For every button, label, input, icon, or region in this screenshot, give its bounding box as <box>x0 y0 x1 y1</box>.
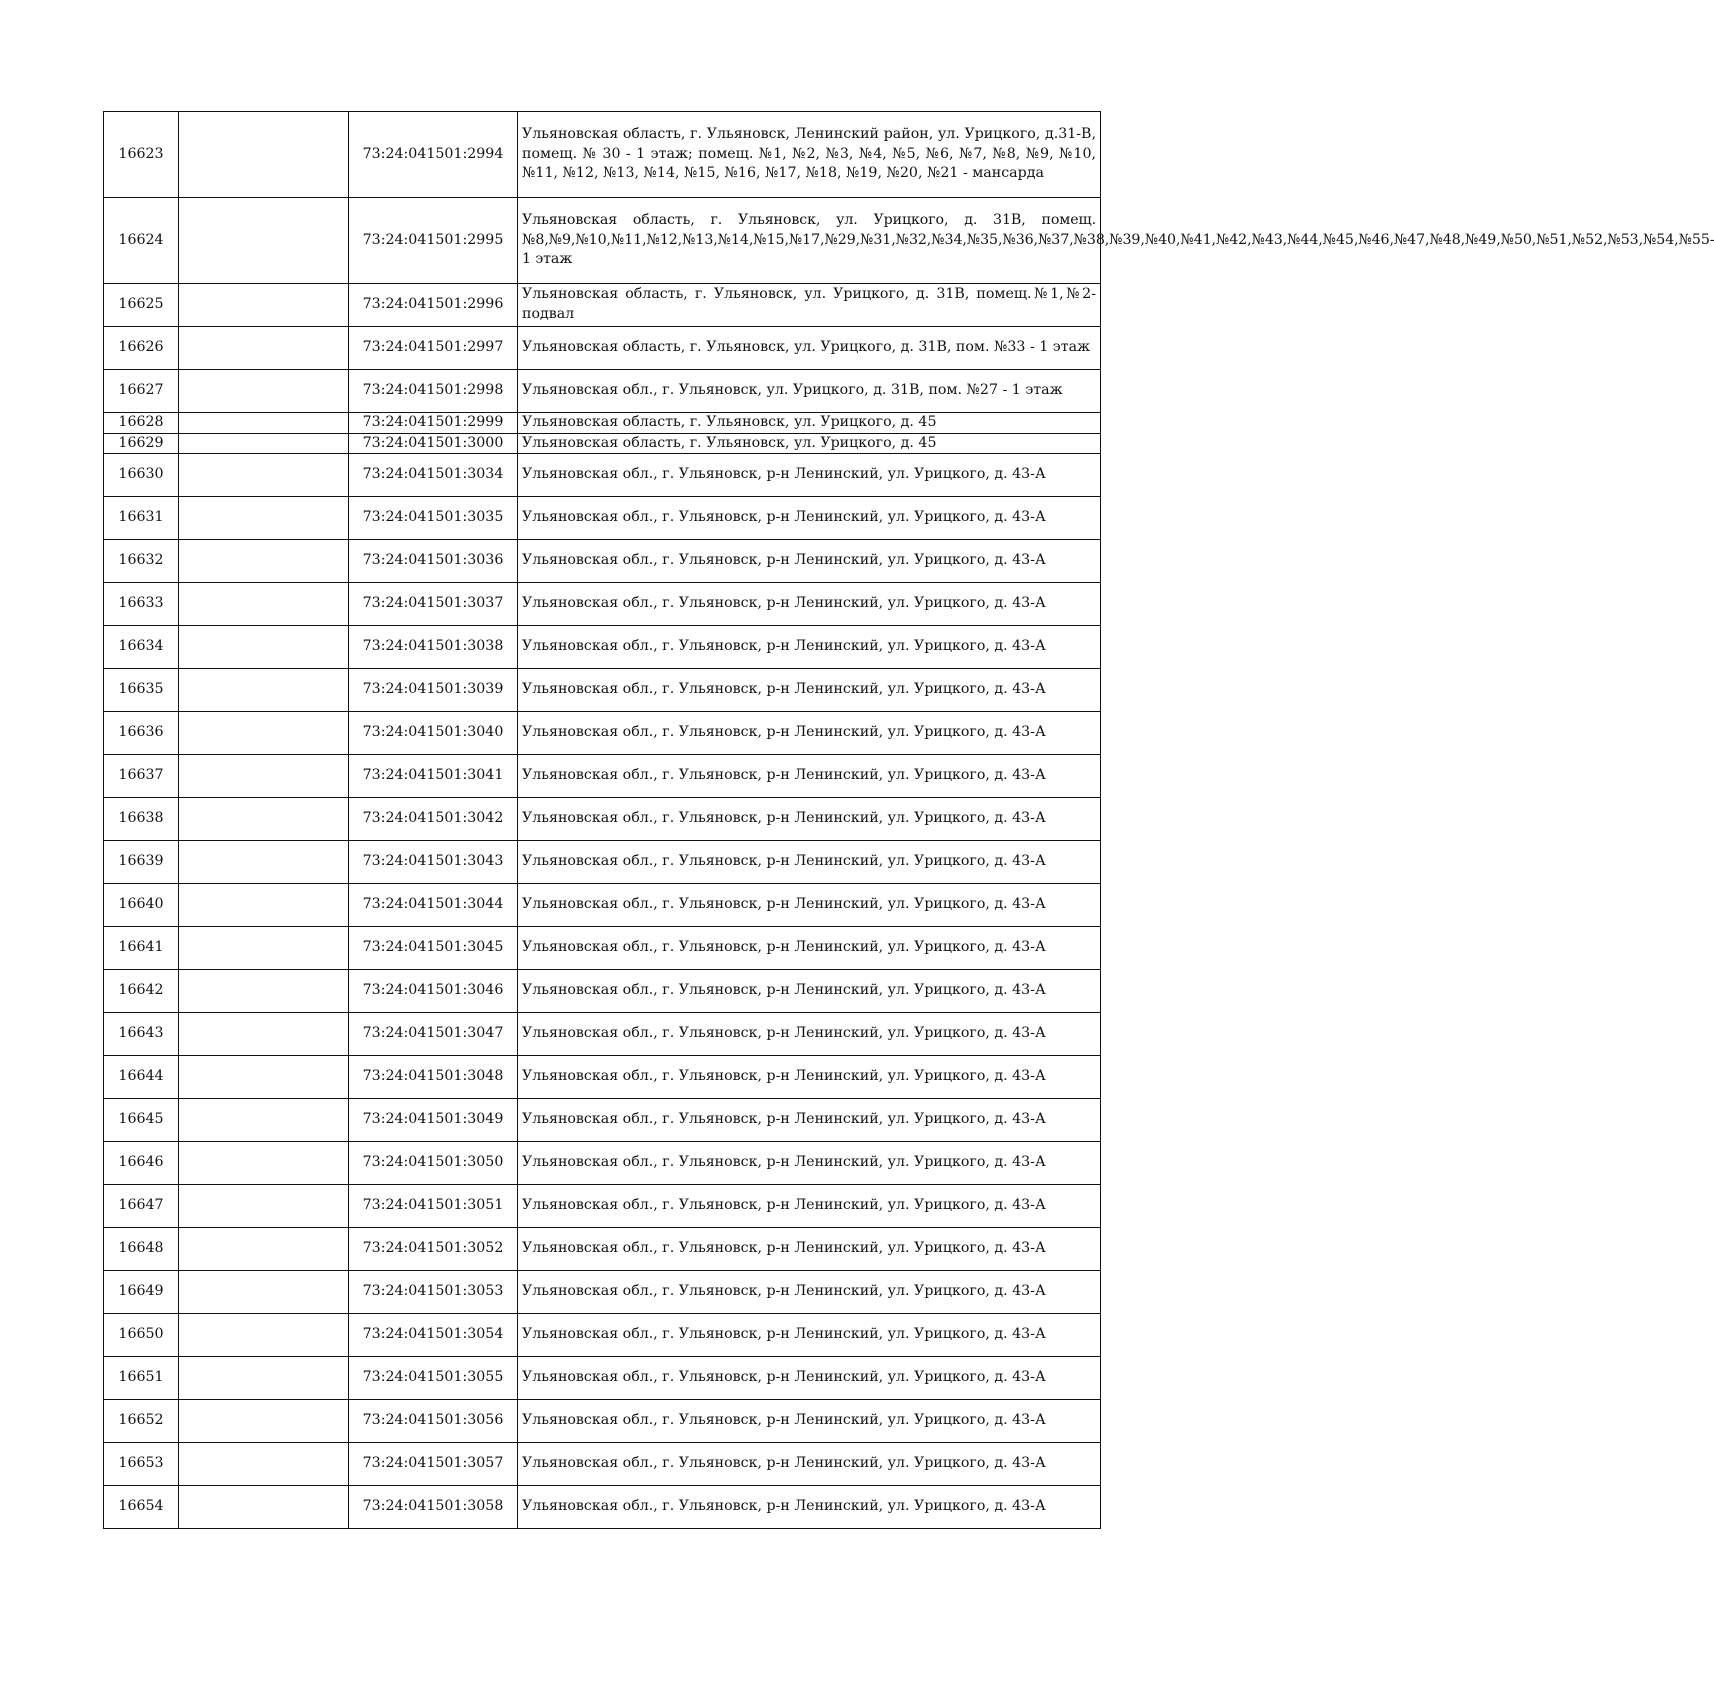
row-number: 16652 <box>104 1400 179 1443</box>
owner-cell <box>179 112 349 198</box>
cadastral-number: 73:24:041501:3039 <box>349 669 518 712</box>
table-row <box>104 198 1101 284</box>
table-row <box>104 884 1101 927</box>
owner-cell <box>179 1443 349 1486</box>
row-number: 16649 <box>104 1271 179 1314</box>
address-cell: Ульяновская обл., г. Ульяновск, р-н Ленинский, ул. Урицкого, д. 43-А <box>518 1013 1101 1056</box>
row-number: 16644 <box>104 1056 179 1099</box>
owner-cell <box>179 327 349 370</box>
cadastral-number: 73:24:041501:3043 <box>349 841 518 884</box>
row-number: 16626 <box>104 327 179 370</box>
cadastral-number: 73:24:041501:3056 <box>349 1400 518 1443</box>
address-cell: Ульяновская обл., г. Ульяновск, р-н Ленинский, ул. Урицкого, д. 43-А <box>518 1443 1101 1486</box>
address-cell: Ульяновская обл., г. Ульяновск, р-н Ленинский, ул. Урицкого, д. 43-А <box>518 841 1101 884</box>
cadastral-number: 73:24:041501:3057 <box>349 1443 518 1486</box>
address-cell: Ульяновская обл., г. Ульяновск, р-н Ленинский, ул. Урицкого, д. 43-А <box>518 1271 1101 1314</box>
row-number: 16631 <box>104 497 179 540</box>
address-cell: Ульяновская область, г. Ульяновск, ул. Урицкого, д. 31В, помещ.№1,№2-подвал <box>518 284 1101 327</box>
cadastral-number: 73:24:041501:2999 <box>349 413 518 434</box>
cadastral-number: 73:24:041501:2995 <box>349 198 518 284</box>
cadastral-number: 73:24:041501:3041 <box>349 755 518 798</box>
row-number: 16633 <box>104 583 179 626</box>
owner-cell <box>179 198 349 284</box>
owner-cell <box>179 1142 349 1185</box>
row-number: 16629 <box>104 433 179 454</box>
address-cell: Ульяновская обл., г. Ульяновск, р-н Ленинский, ул. Урицкого, д. 43-А <box>518 454 1101 497</box>
owner-cell <box>179 798 349 841</box>
cadastral-number: 73:24:041501:3046 <box>349 970 518 1013</box>
address-cell: Ульяновская обл., г. Ульяновск, р-н Ленинский, ул. Урицкого, д. 43-А <box>518 1099 1101 1142</box>
address-cell: Ульяновская обл., г. Ульяновск, р-н Ленинский, ул. Урицкого, д. 43-А <box>518 540 1101 583</box>
table-row <box>104 1357 1101 1400</box>
property-table <box>103 111 1714 1529</box>
table-row <box>104 454 1101 497</box>
owner-cell <box>179 970 349 1013</box>
table-row <box>104 1056 1101 1099</box>
row-number: 16636 <box>104 712 179 755</box>
table-row <box>104 583 1101 626</box>
table-row <box>104 970 1101 1013</box>
address-cell: Ульяновская обл., г. Ульяновск, р-н Ленинский, ул. Урицкого, д. 43-А <box>518 798 1101 841</box>
cadastral-number: 73:24:041501:3034 <box>349 454 518 497</box>
table-row <box>104 1228 1101 1271</box>
owner-cell <box>179 841 349 884</box>
table-row <box>104 755 1101 798</box>
owner-cell <box>179 755 349 798</box>
cadastral-number: 73:24:041501:2994 <box>349 112 518 198</box>
row-number: 16623 <box>104 112 179 198</box>
row-number: 16647 <box>104 1185 179 1228</box>
table-row <box>104 433 1101 454</box>
table-row <box>104 112 1101 198</box>
owner-cell <box>179 1486 349 1529</box>
address-cell: Ульяновская область, г. Ульяновск, ул. Урицкого, д. 31В, пом. №33 - 1 этаж <box>518 327 1101 370</box>
cadastral-number: 73:24:041501:3049 <box>349 1099 518 1142</box>
row-number: 16634 <box>104 626 179 669</box>
cadastral-number: 73:24:041501:3047 <box>349 1013 518 1056</box>
owner-cell <box>179 1099 349 1142</box>
cadastral-number: 73:24:041501:2996 <box>349 284 518 327</box>
table-row <box>104 413 1101 434</box>
owner-cell <box>179 712 349 755</box>
row-number: 16635 <box>104 669 179 712</box>
row-number: 16628 <box>104 413 179 434</box>
address-cell: Ульяновская область, г. Ульяновск, ул. Урицкого, д. 45 <box>518 433 1101 454</box>
table-row <box>104 669 1101 712</box>
address-cell: Ульяновская обл., г. Ульяновск, р-н Ленинский, ул. Урицкого, д. 43-А <box>518 712 1101 755</box>
row-number: 16627 <box>104 370 179 413</box>
row-number: 16640 <box>104 884 179 927</box>
row-number: 16632 <box>104 540 179 583</box>
cadastral-number: 73:24:041501:2997 <box>349 327 518 370</box>
row-number: 16642 <box>104 970 179 1013</box>
cadastral-number: 73:24:041501:3058 <box>349 1486 518 1529</box>
table-row <box>104 1443 1101 1486</box>
owner-cell <box>179 1056 349 1099</box>
row-number: 16638 <box>104 798 179 841</box>
cadastral-number: 73:24:041501:2998 <box>349 370 518 413</box>
row-number: 16646 <box>104 1142 179 1185</box>
address-cell: Ульяновская обл., г. Ульяновск, р-н Ленинский, ул. Урицкого, д. 43-А <box>518 1357 1101 1400</box>
table-row <box>104 1099 1101 1142</box>
table-row <box>104 1142 1101 1185</box>
row-number: 16648 <box>104 1228 179 1271</box>
table-row <box>104 284 1101 327</box>
owner-cell <box>179 626 349 669</box>
table-row <box>104 626 1101 669</box>
cadastral-number: 73:24:041501:3050 <box>349 1142 518 1185</box>
address-cell: Ульяновская область, г. Ульяновск, ул. Урицкого, д. 31В, помещ.№8,№9,№10,№11,№12,№13,№14,№15,№17,№29,№31,№32,№34,№35,№36,№37,№38,№39,№40,№41,№42,№43,№44,№45,№46,№47,№48,№49,№50,№51,№52,№53,№54,№55-1 этаж <box>518 198 1101 284</box>
owner-cell <box>179 284 349 327</box>
owner-cell <box>179 1185 349 1228</box>
owner-cell <box>179 454 349 497</box>
owner-cell <box>179 370 349 413</box>
address-cell: Ульяновская обл., г. Ульяновск, р-н Ленинский, ул. Урицкого, д. 43-А <box>518 970 1101 1013</box>
row-number: 16645 <box>104 1099 179 1142</box>
table-row <box>104 540 1101 583</box>
cadastral-number: 73:24:041501:3051 <box>349 1185 518 1228</box>
table-row <box>104 1271 1101 1314</box>
cadastral-number: 73:24:041501:3053 <box>349 1271 518 1314</box>
table-row <box>104 1486 1101 1529</box>
cadastral-number: 73:24:041501:3055 <box>349 1357 518 1400</box>
table-row <box>104 927 1101 970</box>
cadastral-number: 73:24:041501:3045 <box>349 927 518 970</box>
cadastral-number: 73:24:041501:3044 <box>349 884 518 927</box>
cadastral-number: 73:24:041501:3037 <box>349 583 518 626</box>
row-number: 16653 <box>104 1443 179 1486</box>
row-number: 16650 <box>104 1314 179 1357</box>
cadastral-number: 73:24:041501:3054 <box>349 1314 518 1357</box>
address-cell: Ульяновская обл., г. Ульяновск, р-н Ленинский, ул. Урицкого, д. 43-А <box>518 1056 1101 1099</box>
row-number: 16625 <box>104 284 179 327</box>
owner-cell <box>179 1357 349 1400</box>
address-cell: Ульяновская обл., г. Ульяновск, р-н Ленинский, ул. Урицкого, д. 43-А <box>518 927 1101 970</box>
address-cell: Ульяновская обл., г. Ульяновск, р-н Ленинский, ул. Урицкого, д. 43-А <box>518 1486 1101 1529</box>
row-number: 16630 <box>104 454 179 497</box>
cadastral-number: 73:24:041501:3035 <box>349 497 518 540</box>
row-number: 16624 <box>104 198 179 284</box>
address-cell: Ульяновская обл., г. Ульяновск, р-н Ленинский, ул. Урицкого, д. 43-А <box>518 755 1101 798</box>
cadastral-number: 73:24:041501:3000 <box>349 433 518 454</box>
owner-cell <box>179 669 349 712</box>
address-cell: Ульяновская обл., г. Ульяновск, р-н Ленинский, ул. Урицкого, д. 43-А <box>518 669 1101 712</box>
row-number: 16641 <box>104 927 179 970</box>
owner-cell <box>179 540 349 583</box>
row-number: 16637 <box>104 755 179 798</box>
address-cell: Ульяновская обл., г. Ульяновск, р-н Ленинский, ул. Урицкого, д. 43-А <box>518 1314 1101 1357</box>
cadastral-number: 73:24:041501:3048 <box>349 1056 518 1099</box>
table-row <box>104 1185 1101 1228</box>
cadastral-number: 73:24:041501:3052 <box>349 1228 518 1271</box>
owner-cell <box>179 1400 349 1443</box>
cadastral-number: 73:24:041501:3036 <box>349 540 518 583</box>
address-cell: Ульяновская обл., г. Ульяновск, р-н Ленинский, ул. Урицкого, д. 43-А <box>518 626 1101 669</box>
address-cell: Ульяновская обл., г. Ульяновск, р-н Ленинский, ул. Урицкого, д. 43-А <box>518 884 1101 927</box>
property-table-body <box>104 112 1714 1529</box>
table-row <box>104 327 1101 370</box>
owner-cell <box>179 1271 349 1314</box>
row-number: 16643 <box>104 1013 179 1056</box>
address-cell: Ульяновская обл., г. Ульяновск, р-н Ленинский, ул. Урицкого, д. 43-А <box>518 497 1101 540</box>
owner-cell <box>179 884 349 927</box>
table-row <box>104 1013 1101 1056</box>
table-row <box>104 712 1101 755</box>
row-number: 16654 <box>104 1486 179 1529</box>
address-cell: Ульяновская обл., г. Ульяновск, р-н Ленинский, ул. Урицкого, д. 43-А <box>518 1185 1101 1228</box>
owner-cell <box>179 583 349 626</box>
row-number: 16639 <box>104 841 179 884</box>
owner-cell <box>179 413 349 434</box>
cadastral-number: 73:24:041501:3042 <box>349 798 518 841</box>
table-row <box>104 1400 1101 1443</box>
table-row <box>104 841 1101 884</box>
owner-cell <box>179 1228 349 1271</box>
address-cell: Ульяновская обл., г. Ульяновск, р-н Ленинский, ул. Урицкого, д. 43-А <box>518 1142 1101 1185</box>
row-number: 16651 <box>104 1357 179 1400</box>
address-cell: Ульяновская область, г. Ульяновск, ул. Урицкого, д. 45 <box>518 413 1101 434</box>
table-row <box>104 497 1101 540</box>
owner-cell <box>179 927 349 970</box>
address-cell: Ульяновская обл., г. Ульяновск, р-н Ленинский, ул. Урицкого, д. 43-А <box>518 1228 1101 1271</box>
table-row <box>104 1314 1101 1357</box>
owner-cell <box>179 1314 349 1357</box>
cadastral-number: 73:24:041501:3038 <box>349 626 518 669</box>
table-row <box>104 798 1101 841</box>
owner-cell <box>179 497 349 540</box>
address-cell: Ульяновская обл., г. Ульяновск, ул. Урицкого, д. 31В, пом. №27 - 1 этаж <box>518 370 1101 413</box>
address-cell: Ульяновская область, г. Ульяновск, Ленинский район, ул. Урицкого, д.31-В, помещ. № 30 - 1 этаж; помещ. №1, №2, №3, №4, №5, №6, №7, №8, №9, №10, №11, №12, №13, №14, №15, №16, №17, №18, №19, №20, №21 - мансарда <box>518 112 1101 198</box>
owner-cell <box>179 433 349 454</box>
table-row <box>104 370 1101 413</box>
owner-cell <box>179 1013 349 1056</box>
cadastral-number: 73:24:041501:3040 <box>349 712 518 755</box>
address-cell: Ульяновская обл., г. Ульяновск, р-н Ленинский, ул. Урицкого, д. 43-А <box>518 583 1101 626</box>
address-cell: Ульяновская обл., г. Ульяновск, р-н Ленинский, ул. Урицкого, д. 43-А <box>518 1400 1101 1443</box>
